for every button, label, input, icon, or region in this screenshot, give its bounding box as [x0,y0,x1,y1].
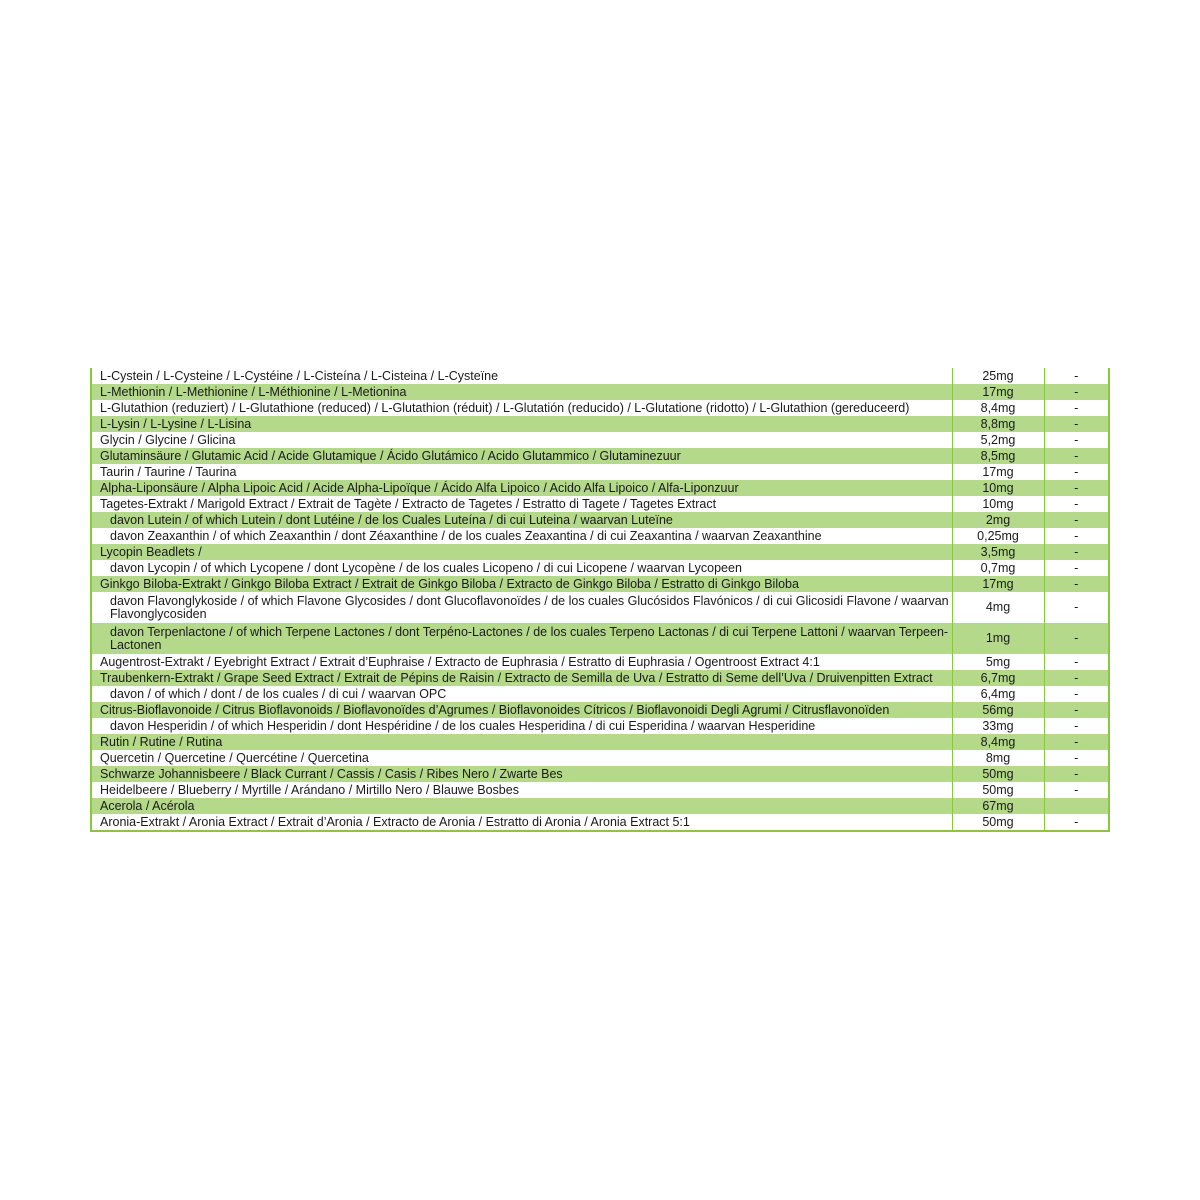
ingredient-name: Glycin / Glycine / Glicina [92,432,952,448]
ingredient-name: davon Lycopin / of which Lycopene / dont Lycopène / de los cuales Licopeno / di cui Licopene / waarvan Lycopeen [92,560,952,576]
ingredient-amount: 17mg [952,576,1044,592]
table-row [92,576,1108,592]
ingredient-nrv: - [1044,814,1108,830]
table-row [92,798,1108,814]
table-row [92,782,1108,798]
table-row [92,384,1108,400]
ingredient-nrv: - [1044,560,1108,576]
ingredient-amount: 8,4mg [952,400,1044,416]
table-row [92,432,1108,448]
ingredient-nrv: - [1044,496,1108,512]
ingredient-name: L-Methionin / L-Methionine / L-Méthionine / L-Metionina [92,384,952,400]
ingredient-nrv: - [1044,400,1108,416]
table-row [92,718,1108,734]
ingredient-nrv: - [1044,448,1108,464]
ingredient-amount: 3,5mg [952,544,1044,560]
ingredient-nrv: - [1044,686,1108,702]
ingredient-name: Quercetin / Quercetine / Quercétine / Quercetina [92,750,952,766]
ingredient-name: Rutin / Rutine / Rutina [92,734,952,750]
table-row [92,750,1108,766]
ingredient-amount: 10mg [952,496,1044,512]
table-row [92,814,1108,830]
table-row [92,416,1108,432]
ingredient-nrv: - [1044,464,1108,480]
table-row [92,766,1108,782]
ingredient-amount: 5,2mg [952,432,1044,448]
table-row [92,528,1108,544]
ingredient-nrv: - [1044,512,1108,528]
ingredient-nrv: - [1044,576,1108,592]
ingredient-name: Acerola / Acérola [92,798,952,814]
ingredient-name: Taurin / Taurine / Taurina [92,464,952,480]
ingredient-amount: 17mg [952,384,1044,400]
ingredient-nrv: - [1044,718,1108,734]
ingredient-name: davon Terpenlactone / of which Terpene Lactones / dont Terpéno-Lactones / de los cuales Terpeno Lactonas / di cui Terpene Lattoni / waarvan Terpeen-Lactonen [92,623,952,654]
ingredient-amount: 6,7mg [952,670,1044,686]
table-row [92,448,1108,464]
ingredient-amount: 0,25mg [952,528,1044,544]
table-row [92,464,1108,480]
nutrition-table-container [90,368,1110,832]
ingredient-amount: 0,7mg [952,560,1044,576]
ingredient-amount: 6,4mg [952,686,1044,702]
ingredient-name: Glutaminsäure / Glutamic Acid / Acide Glutamique / Ácido Glutámico / Acido Glutammico / Glutaminezuur [92,448,952,464]
ingredient-name: L-Glutathion (reduziert) / L-Glutathione (reduced) / L-Glutathion (réduit) / L-Glutatión (reducido) / L-Glutatione (ridotto) / L-Glutathion (gereduceerd) [92,400,952,416]
ingredient-name: davon Lutein / of which Lutein / dont Lutéine / de los Cuales Luteína / di cui Luteina / waarvan Luteïne [92,512,952,528]
ingredient-amount: 8,5mg [952,448,1044,464]
ingredient-nrv: - [1044,766,1108,782]
ingredient-name: davon Zeaxanthin / of which Zeaxanthin / dont Zéaxanthine / de los cuales Zeaxantina / di cui Zeaxantina / waarvan Zeaxanthine [92,528,952,544]
ingredient-amount: 8mg [952,750,1044,766]
ingredient-nrv: - [1044,480,1108,496]
ingredient-nrv: - [1044,623,1108,654]
ingredient-amount: 8,8mg [952,416,1044,432]
ingredient-nrv: - [1044,544,1108,560]
ingredient-name: Aronia-Extrakt / Aronia Extract / Extrait d’Aronia / Extracto de Aronia / Estratto di Aronia / Aronia Extract 5:1 [92,814,952,830]
ingredient-name: Traubenkern-Extrakt / Grape Seed Extract / Extrait de Pépins de Raisin / Extracto de Semilla de Uva / Estratto di Seme dell’Uva / Druivenpitten Extract [92,670,952,686]
ingredient-amount: 5mg [952,654,1044,670]
table-row [92,544,1108,560]
table-row [92,670,1108,686]
ingredient-amount: 4mg [952,592,1044,623]
table-row [92,734,1108,750]
ingredient-name: L-Lysin / L-Lysine / L-Lisina [92,416,952,432]
ingredient-amount: 8,4mg [952,734,1044,750]
ingredient-nrv: - [1044,368,1108,384]
ingredient-nrv: - [1044,702,1108,718]
ingredient-name: Schwarze Johannisbeere / Black Currant / Cassis / Casis / Ribes Nero / Zwarte Bes [92,766,952,782]
table-row [92,480,1108,496]
ingredient-amount: 25mg [952,368,1044,384]
ingredient-name: davon Hesperidin / of which Hesperidin / dont Hespéridine / de los cuales Hesperidina / di cui Esperidina / waarvan Hesperidine [92,718,952,734]
table-row [92,702,1108,718]
ingredient-nrv: - [1044,734,1108,750]
table-row [92,512,1108,528]
ingredient-name: Tagetes-Extrakt / Marigold Extract / Extrait de Tagète / Extracto de Tagetes / Estratto di Tagete / Tagetes Extract [92,496,952,512]
table-row [92,400,1108,416]
nutrition-table [92,368,1108,830]
ingredient-nrv: - [1044,654,1108,670]
ingredient-nrv: - [1044,670,1108,686]
ingredient-amount: 50mg [952,782,1044,798]
ingredient-name: L-Cystein / L-Cysteine / L-Cystéine / L-Cisteína / L-Cisteina / L-Cysteïne [92,368,952,384]
ingredient-name: Alpha-Liponsäure / Alpha Lipoic Acid / Acide Alpha-Lipoïque / Ácido Alfa Lipoico / Acido Alfa Lipoico / Alfa-Liponzuur [92,480,952,496]
ingredient-nrv: - [1044,750,1108,766]
ingredient-name: Augentrost-Extrakt / Eyebright Extract / Extrait d’Euphraise / Extracto de Euphrasia / Estratto di Euphrasia / Ogentroost Extract 4:1 [92,654,952,670]
ingredient-nrv: - [1044,432,1108,448]
ingredient-nrv: - [1044,416,1108,432]
ingredient-nrv [1044,798,1108,814]
table-body [92,368,1108,830]
ingredient-nrv: - [1044,528,1108,544]
ingredient-name: Citrus-Bioflavonoide / Citrus Bioflavonoids / Bioflavonoïdes d’Agrumes / Bioflavonoides Cítricos / Bioflavonoidi Degli Agrumi / Citrusflavonoïden [92,702,952,718]
table-row [92,686,1108,702]
table-row [92,496,1108,512]
ingredient-amount: 50mg [952,814,1044,830]
ingredient-nrv: - [1044,592,1108,623]
ingredient-amount: 10mg [952,480,1044,496]
ingredient-amount: 33mg [952,718,1044,734]
table-row [92,623,1108,654]
ingredient-name: davon / of which / dont / de los cuales / di cui / waarvan OPC [92,686,952,702]
table-row [92,560,1108,576]
table-row [92,654,1108,670]
ingredient-amount: 50mg [952,766,1044,782]
table-row [92,592,1108,623]
ingredient-amount: 2mg [952,512,1044,528]
ingredient-amount: 67mg [952,798,1044,814]
ingredient-nrv: - [1044,782,1108,798]
ingredient-amount: 56mg [952,702,1044,718]
ingredient-name: Heidelbeere / Blueberry / Myrtille / Arándano / Mirtillo Nero / Blauwe Bosbes [92,782,952,798]
ingredient-name: Ginkgo Biloba-Extrakt / Ginkgo Biloba Extract / Extrait de Ginkgo Biloba / Extracto de Ginkgo Biloba / Estratto di Ginkgo Biloba [92,576,952,592]
ingredient-name: davon Flavonglykoside / of which Flavone Glycosides / dont Glucoflavonoïdes / de los cuales Glucósidos Flavónicos / di cui Glicosidi Flavone / waarvan Flavonglycosiden [92,592,952,623]
ingredient-amount: 17mg [952,464,1044,480]
ingredient-name: Lycopin Beadlets / [92,544,952,560]
table-row [92,368,1108,384]
ingredient-amount: 1mg [952,623,1044,654]
ingredient-nrv: - [1044,384,1108,400]
